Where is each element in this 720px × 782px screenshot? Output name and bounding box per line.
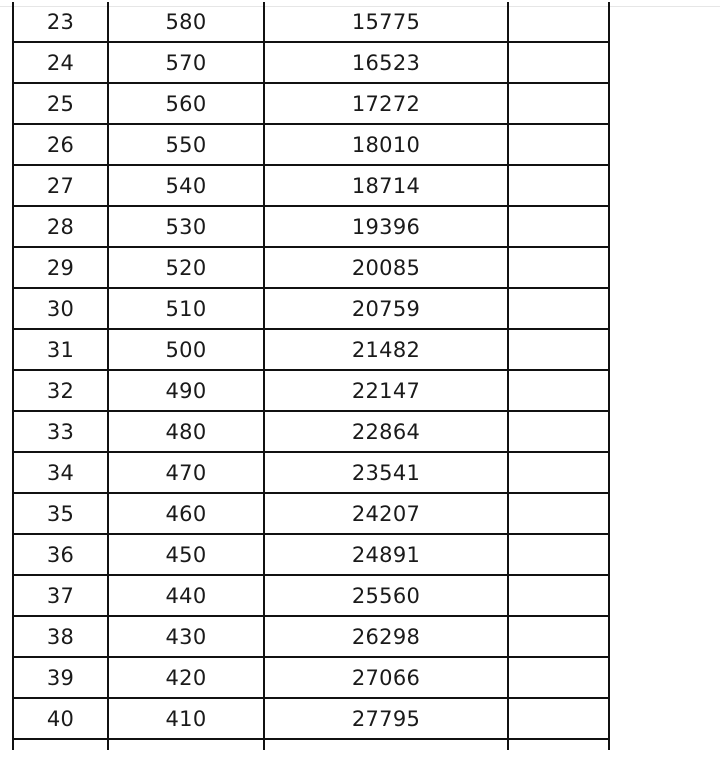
rank-cell: 30 bbox=[13, 288, 108, 329]
score-cell: 430 bbox=[108, 616, 264, 657]
score-cell: 530 bbox=[108, 206, 264, 247]
table-row bbox=[13, 329, 609, 370]
rank-cell: 40 bbox=[13, 698, 108, 739]
score-cell: 540 bbox=[108, 165, 264, 206]
cumulative-count-cell: 24891 bbox=[264, 534, 508, 575]
table-row bbox=[13, 657, 609, 698]
rank-cell: 36 bbox=[13, 534, 108, 575]
table-row bbox=[13, 411, 609, 452]
score-cell: 510 bbox=[108, 288, 264, 329]
table-row bbox=[13, 698, 609, 739]
cumulative-count-cell: 24207 bbox=[264, 493, 508, 534]
note-cell bbox=[508, 698, 609, 739]
table-row bbox=[13, 493, 609, 534]
table-row bbox=[13, 575, 609, 616]
cumulative-count-cell: 17272 bbox=[264, 83, 508, 124]
score-cell: 550 bbox=[108, 124, 264, 165]
cumulative-count-cell: 20759 bbox=[264, 288, 508, 329]
rank-cell: 33 bbox=[13, 411, 108, 452]
empty-cell bbox=[108, 739, 264, 750]
note-cell bbox=[508, 370, 609, 411]
rank-cell: 26 bbox=[13, 124, 108, 165]
score-cell: 460 bbox=[108, 493, 264, 534]
note-cell bbox=[508, 657, 609, 698]
rank-cell: 38 bbox=[13, 616, 108, 657]
score-cell: 570 bbox=[108, 42, 264, 83]
table-body bbox=[13, 2, 609, 750]
note-cell bbox=[508, 452, 609, 493]
table-row bbox=[13, 370, 609, 411]
rank-cell: 39 bbox=[13, 657, 108, 698]
empty-cell bbox=[13, 739, 108, 750]
rank-cell: 32 bbox=[13, 370, 108, 411]
score-cell: 500 bbox=[108, 329, 264, 370]
table-row bbox=[13, 534, 609, 575]
score-cell: 520 bbox=[108, 247, 264, 288]
score-cell: 560 bbox=[108, 83, 264, 124]
empty-cell bbox=[264, 739, 508, 750]
empty-cell bbox=[508, 739, 609, 750]
cumulative-count-cell: 27795 bbox=[264, 698, 508, 739]
cumulative-count-cell: 23541 bbox=[264, 452, 508, 493]
rank-cell: 35 bbox=[13, 493, 108, 534]
note-cell bbox=[508, 575, 609, 616]
cumulative-count-cell: 16523 bbox=[264, 42, 508, 83]
cumulative-count-cell: 27066 bbox=[264, 657, 508, 698]
note-cell bbox=[508, 124, 609, 165]
cumulative-count-cell: 25560 bbox=[264, 575, 508, 616]
note-cell bbox=[508, 534, 609, 575]
score-cell: 450 bbox=[108, 534, 264, 575]
note-cell bbox=[508, 206, 609, 247]
note-cell bbox=[508, 411, 609, 452]
note-cell bbox=[508, 2, 609, 42]
score-cell: 410 bbox=[108, 698, 264, 739]
table-row-partial bbox=[13, 739, 609, 750]
score-cell: 420 bbox=[108, 657, 264, 698]
table-row bbox=[13, 165, 609, 206]
note-cell bbox=[508, 165, 609, 206]
rank-cell: 37 bbox=[13, 575, 108, 616]
cumulative-count-cell: 22864 bbox=[264, 411, 508, 452]
score-cell: 470 bbox=[108, 452, 264, 493]
cumulative-count-cell: 18714 bbox=[264, 165, 508, 206]
score-cell: 440 bbox=[108, 575, 264, 616]
note-cell bbox=[508, 83, 609, 124]
cumulative-count-cell: 21482 bbox=[264, 329, 508, 370]
note-cell bbox=[508, 288, 609, 329]
note-cell bbox=[508, 329, 609, 370]
table-row bbox=[13, 42, 609, 83]
cumulative-count-cell: 26298 bbox=[264, 616, 508, 657]
rank-cell: 27 bbox=[13, 165, 108, 206]
cumulative-count-cell: 20085 bbox=[264, 247, 508, 288]
rank-cell: 31 bbox=[13, 329, 108, 370]
score-cell: 490 bbox=[108, 370, 264, 411]
score-cell: 480 bbox=[108, 411, 264, 452]
cumulative-count-cell: 19396 bbox=[264, 206, 508, 247]
table-row bbox=[13, 247, 609, 288]
table-row bbox=[13, 206, 609, 247]
cumulative-count-cell: 15775 bbox=[264, 2, 508, 42]
table-row bbox=[13, 2, 609, 42]
note-cell bbox=[508, 42, 609, 83]
table-row bbox=[13, 616, 609, 657]
rank-cell: 25 bbox=[13, 83, 108, 124]
cumulative-count-cell: 18010 bbox=[264, 124, 508, 165]
rank-cell: 24 bbox=[13, 42, 108, 83]
note-cell bbox=[508, 616, 609, 657]
score-cell: 580 bbox=[108, 2, 264, 42]
table-row bbox=[13, 288, 609, 329]
rank-cell: 28 bbox=[13, 206, 108, 247]
note-cell bbox=[508, 493, 609, 534]
rank-cell: 23 bbox=[13, 2, 108, 42]
score-rank-table bbox=[12, 2, 610, 750]
note-cell bbox=[508, 247, 609, 288]
table-row bbox=[13, 83, 609, 124]
table-row bbox=[13, 124, 609, 165]
rank-cell: 29 bbox=[13, 247, 108, 288]
rank-cell: 34 bbox=[13, 452, 108, 493]
table-row bbox=[13, 452, 609, 493]
cumulative-count-cell: 22147 bbox=[264, 370, 508, 411]
